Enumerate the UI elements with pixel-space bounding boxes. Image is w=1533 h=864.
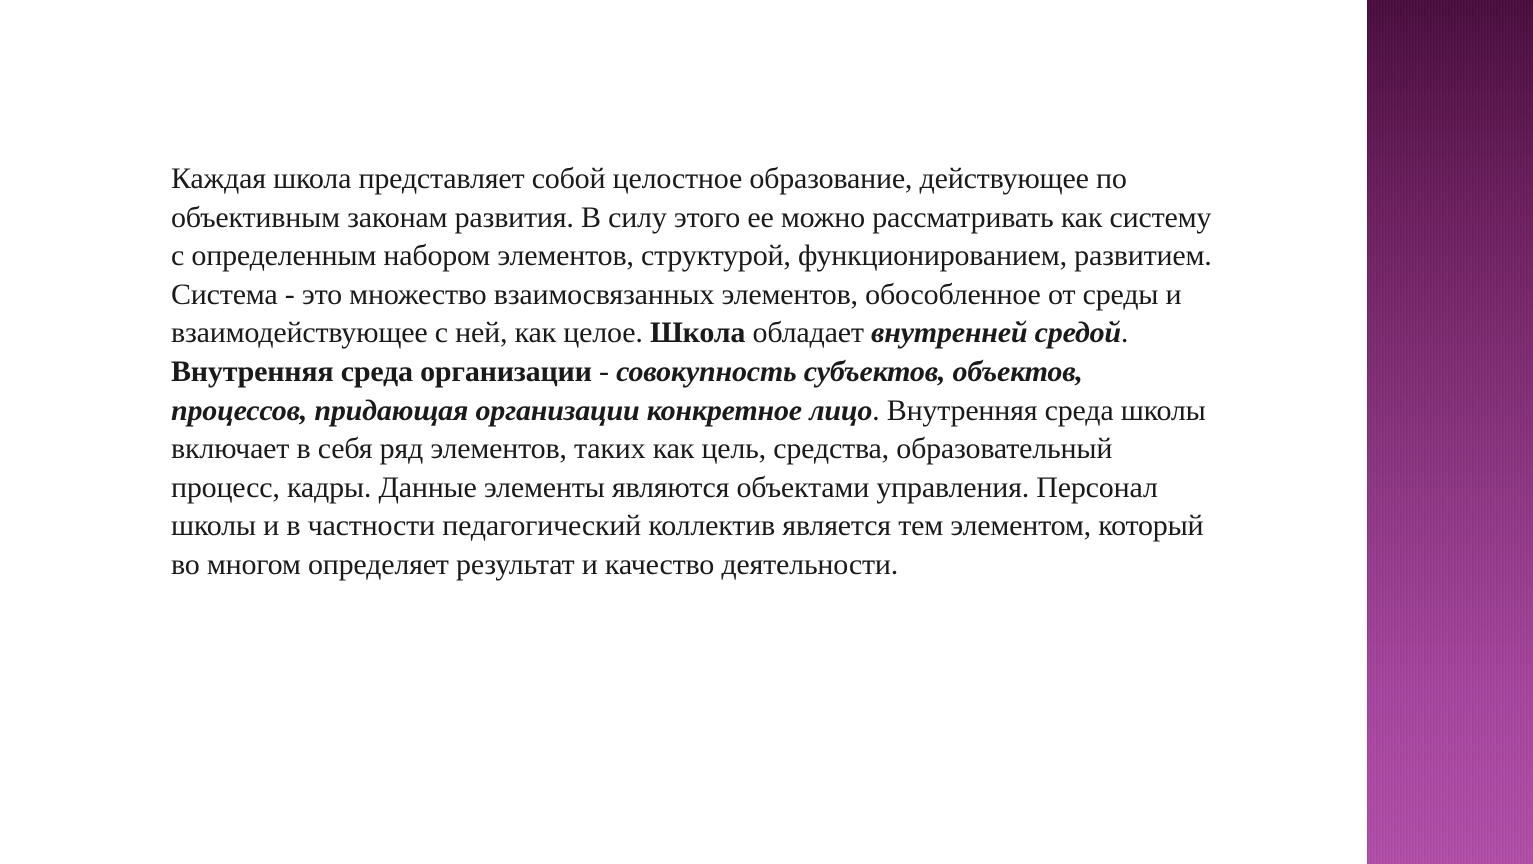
text-run-bold-italic: внутренней средой xyxy=(871,316,1121,350)
decorative-side-band xyxy=(1367,0,1533,864)
text-run-bold: Школа xyxy=(649,316,746,350)
text-run: Каждая школа представляет собой целостное образование, действующее по объективным законам развития. В силу этого ее можно рассматривать как систему с определенным набором элементов, структурой, функционированием, развитием. Система - это множество взаимосвязанных элементов, обособленное от среды и взаимодействующее с ней, как целое. xyxy=(171,162,1212,350)
text-run: . xyxy=(1120,316,1129,350)
text-run: . Внутренняя среда школы включает в себя ряд элементов, таких как цель, средства, образовательный процесс, кадры. Данные элементы являются объектами управления. Персонал школы и в частности педагогический коллектив является тем элементом, который во многом определяет результат и качество деятельности. xyxy=(171,393,1206,581)
text-run-bold: Внутренняя среда организации xyxy=(171,354,592,388)
text-run: - xyxy=(591,354,617,388)
text-run: обладает xyxy=(745,316,872,350)
body-text xyxy=(171,160,1216,585)
text-run-bold-italic: совокупность субъектов, объектов, процессов, придающая организации конкретное лицо xyxy=(171,354,1083,427)
